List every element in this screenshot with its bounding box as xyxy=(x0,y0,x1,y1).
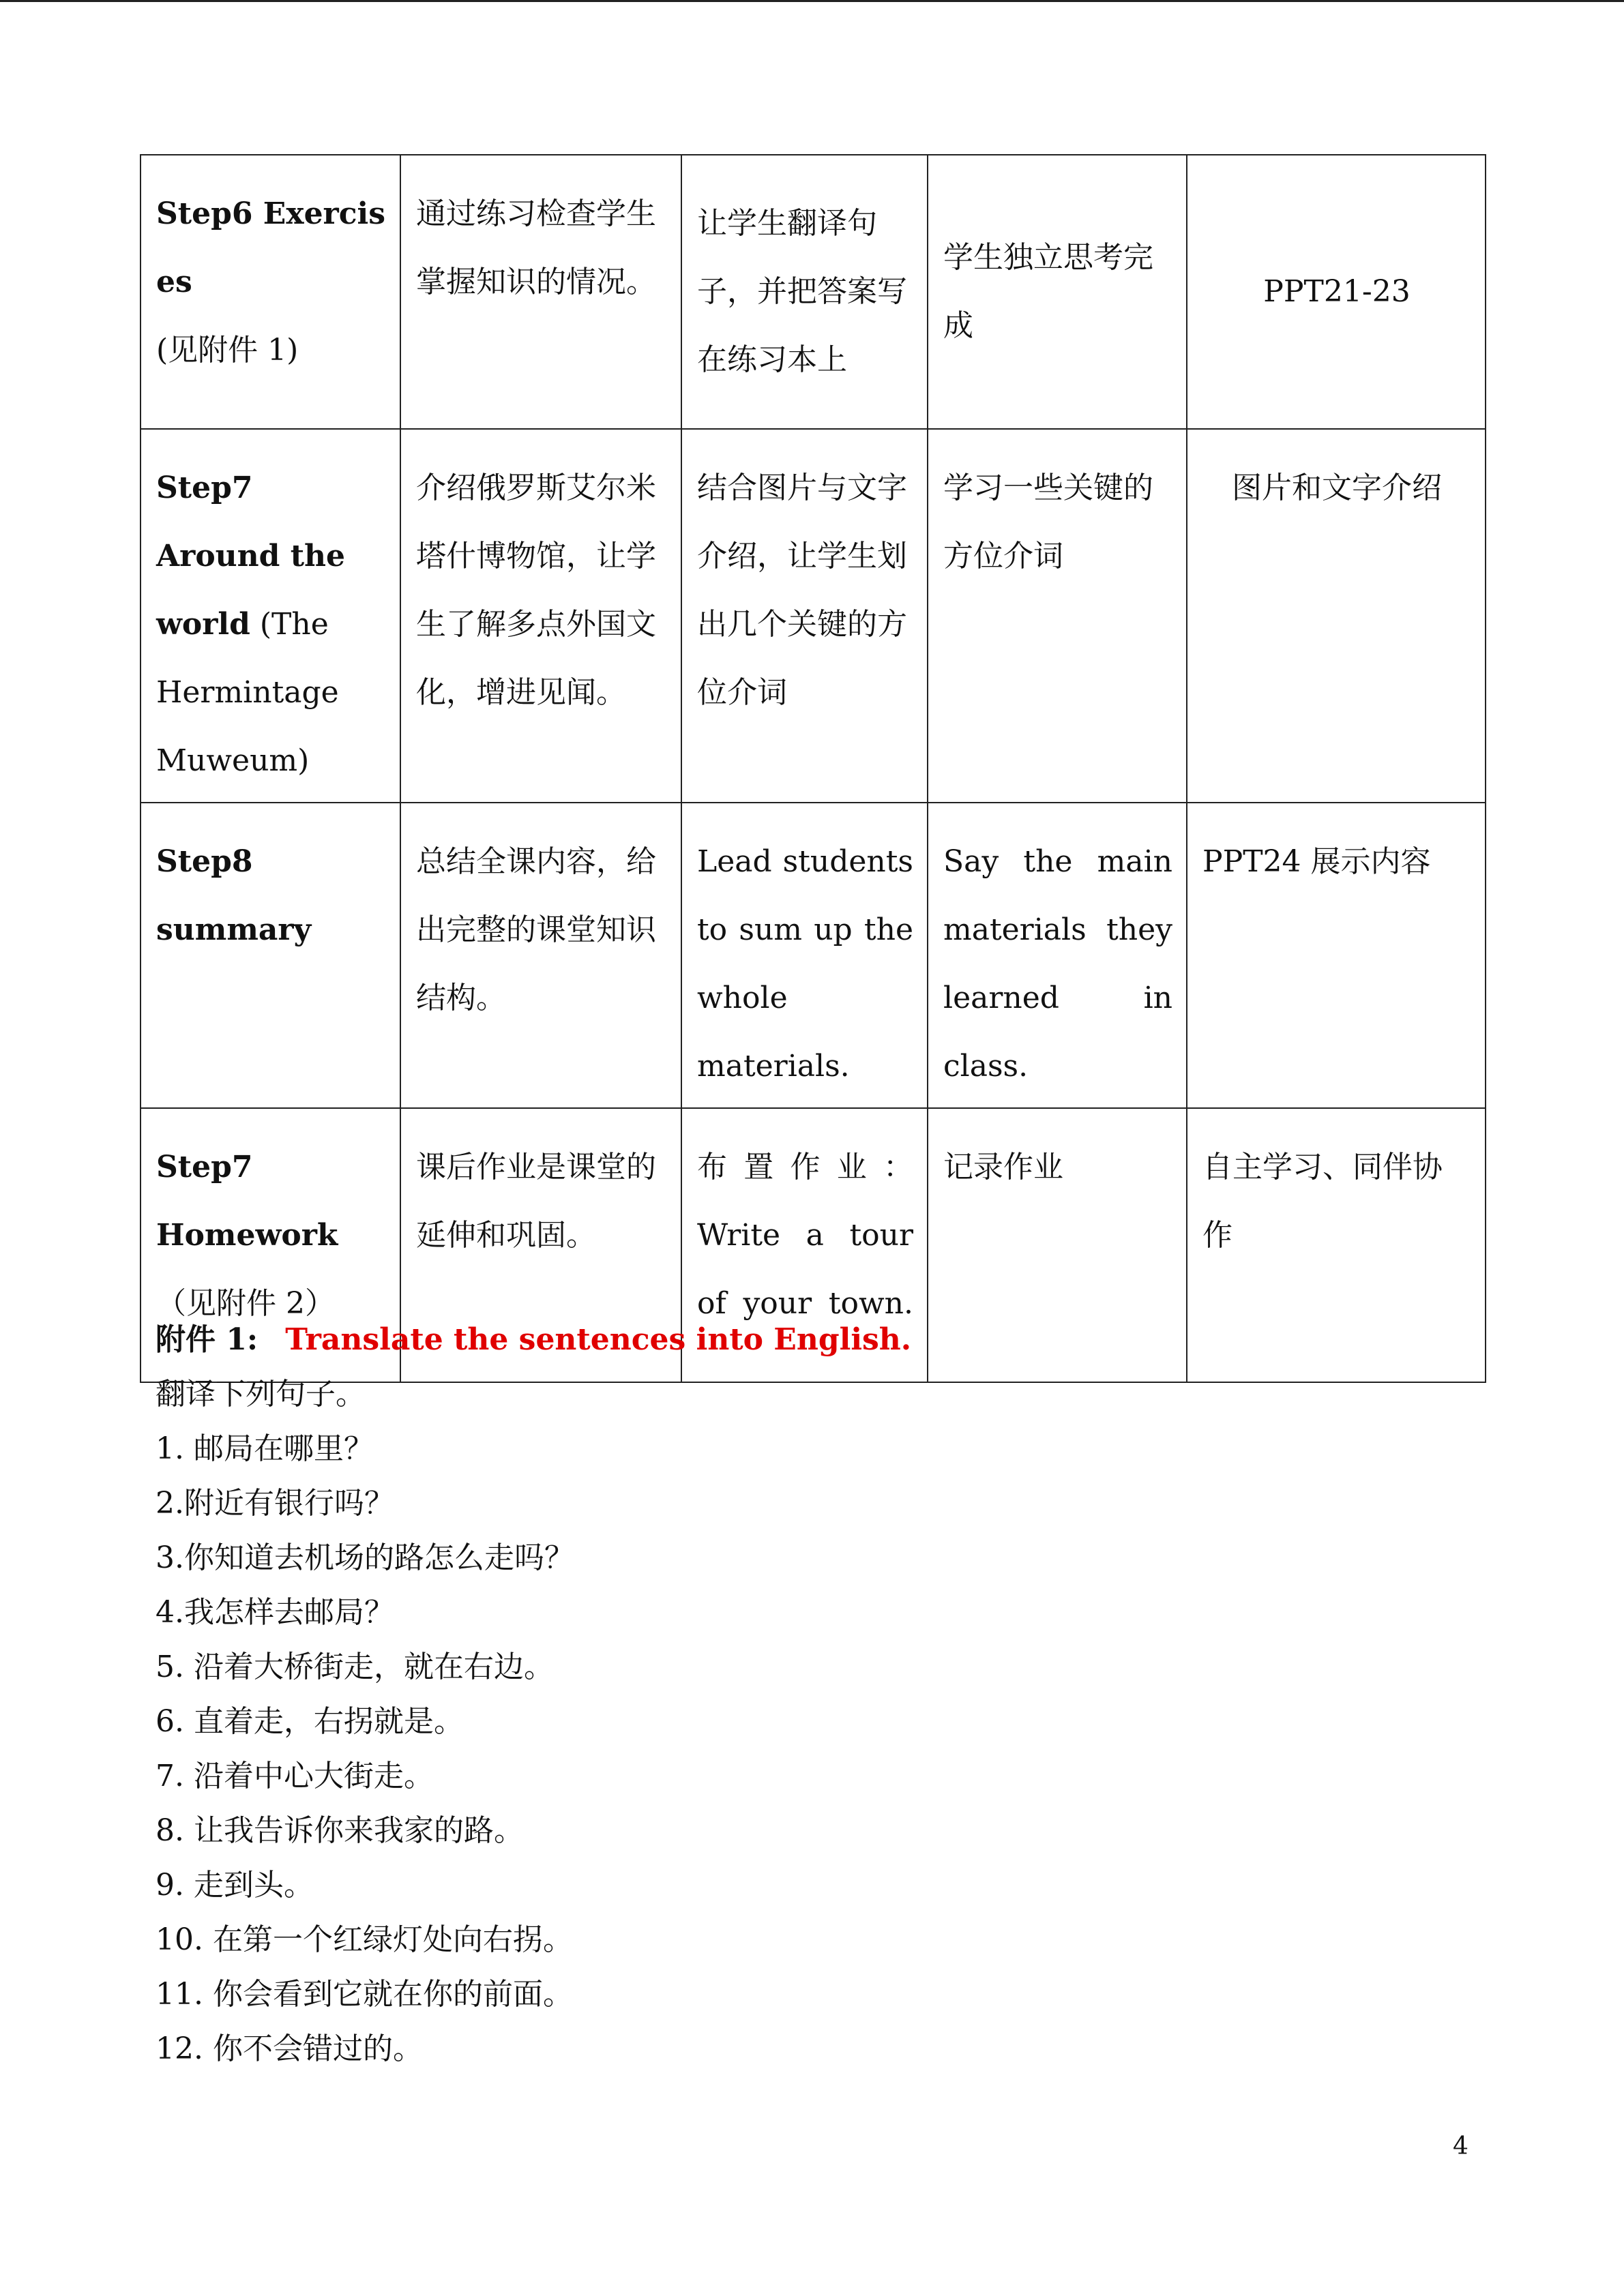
list-item: 7. 沿着中心大街走。 xyxy=(156,1759,434,1793)
step-note: (见附件 1) xyxy=(156,333,299,368)
student-activity-cell: 记录作业 xyxy=(928,1108,1187,1382)
purpose-cell: 总结全课内容，给出完整的课堂知识结构。 xyxy=(400,803,681,1108)
teacher-activity-cell: 结合图片与文字介绍，让学生划出几个关键的方位介词 xyxy=(681,429,928,803)
appendix-title: Translate the sentences into English. xyxy=(285,1322,912,1357)
purpose-cell: 课后作业是课堂的延伸和巩固。 xyxy=(400,1108,681,1382)
step-title: Step7 Around the world xyxy=(156,471,346,642)
table-row xyxy=(141,429,1486,803)
top-border-line xyxy=(0,0,1624,2)
list-item: 9. 走到头。 xyxy=(156,1868,314,1903)
list-item: 10. 在第一个红绿灯处向右拐。 xyxy=(156,1922,573,1957)
step-cell xyxy=(141,429,400,803)
list-item: 6. 直着走，右拐就是。 xyxy=(156,1704,464,1739)
step-title: Step8 summary xyxy=(156,844,312,947)
media-cell: PPT24 展示内容 xyxy=(1187,803,1486,1108)
appendix-label: 附件 1: xyxy=(156,1322,259,1357)
lesson-plan-table xyxy=(140,154,1486,1383)
step-cell xyxy=(141,803,400,1108)
teacher-activity-cell: Lead students to sum up the whole materials. xyxy=(681,803,928,1108)
list-item: 5. 沿着大桥街走，就在右边。 xyxy=(156,1650,554,1684)
list-item: 1. 邮局在哪里？ xyxy=(156,1431,374,1466)
step-title: Step6 Exercises xyxy=(156,196,386,299)
page-number: 4 xyxy=(1453,2132,1468,2160)
table-row xyxy=(141,803,1486,1108)
student-activity-cell: Say the main materials they learned in class. xyxy=(928,803,1187,1108)
table-row xyxy=(141,155,1486,429)
step-note: (The Hermintage Muweum) xyxy=(156,607,339,778)
list-item: 3.你知道去机场的路怎么走吗？ xyxy=(156,1540,574,1575)
student-activity-cell: 学习一些关键的方位介词 xyxy=(928,429,1187,803)
list-item: 12. 你不会错过的。 xyxy=(156,2031,423,2066)
teacher-activity-cell: 让学生翻译句子，并把答案写在练习本上 xyxy=(681,155,928,429)
step-note: （见附件 2） xyxy=(156,1286,335,1321)
purpose-cell: 介绍俄罗斯艾尔米塔什博物馆，让学生了解多点外国文化，增进见闻。 xyxy=(400,429,681,803)
teacher-activity-cell: 布置作业：Write a tour of your town. xyxy=(681,1108,928,1382)
list-item: 2.附近有银行吗？ xyxy=(156,1486,394,1521)
appendix-instruction: 翻译下列句子。 xyxy=(156,1377,366,1412)
list-item: 11. 你会看到它就在你的前面。 xyxy=(156,1977,573,2012)
media-cell: 自主学习、同伴协作 xyxy=(1187,1108,1486,1382)
step-title: Step7 Homework xyxy=(156,1150,338,1253)
appendix-section xyxy=(156,1313,1451,2076)
list-item: 8. 让我告诉你来我家的路。 xyxy=(156,1813,524,1848)
appendix-heading xyxy=(156,1313,1451,1367)
media-cell: 图片和文字介绍 xyxy=(1187,429,1486,803)
student-activity-cell: 学生独立思考完成 xyxy=(928,155,1187,429)
step-cell xyxy=(141,155,400,429)
list-item: 4.我怎样去邮局？ xyxy=(156,1595,394,1630)
media-cell: PPT21-23 xyxy=(1187,155,1486,429)
purpose-cell: 通过练习检查学生掌握知识的情况。 xyxy=(400,155,681,429)
